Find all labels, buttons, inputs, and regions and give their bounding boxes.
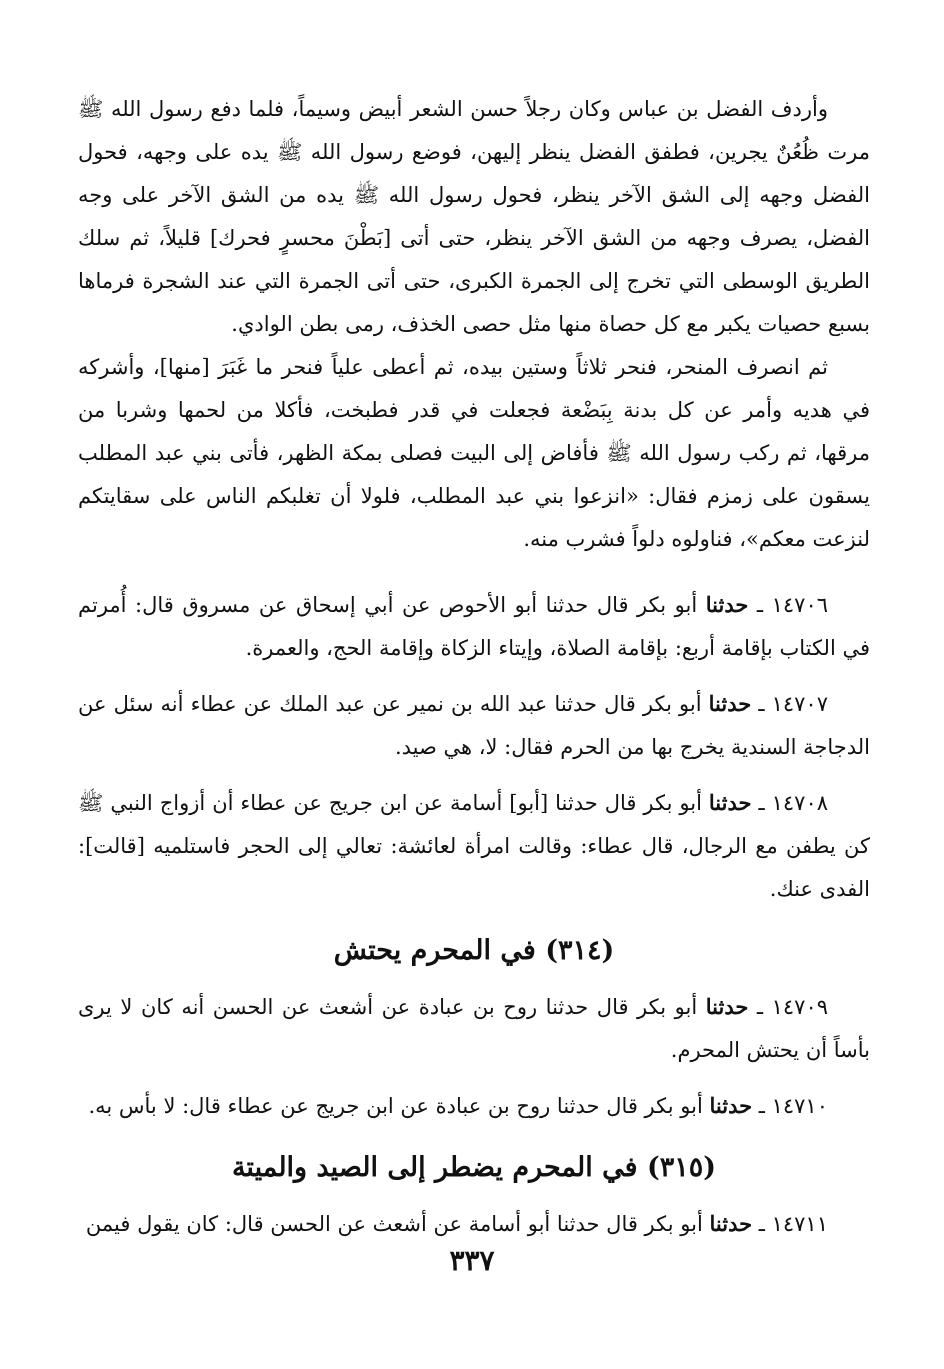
intro-paragraph-2: ثم انصرف المنحر، فنحر ثلاثاً وستين بيده، ثم أعطى علياً فنحر ما غَبَرَ [منها]، وأشركه في هديه وأمر عن كل بدنة بِبَضْعة فجعلت في قدر فطبخت، فأكلا من لحمها وشربا من مرقها، ثم ركب رسول الله ﷺ فأفاض إلى البيت فصلى بمكة الظهر، فأتى بني عبد المطلب يسقون على زمزم فقال: «انزعوا بني عبد المطلب، فلولا أن تغلبكم الناس على سقايتكم لنزعت معكم»، فناولوه دلواً فشرب منه. (78, 355, 870, 551)
page-body (78, 88, 870, 1246)
hadith-14710: ١٤٧١٠ ـ حدثنا أبو بكر قال حدثنا روح بن عبادة عن ابن جريج عن عطاء قال: لا بأس به. (88, 1093, 828, 1118)
hadith-14711: ١٤٧١١ ـ حدثنا أبو بكر قال حدثنا أبو أسامة عن أشعث عن الحسن قال: كان يقول فيمن (85, 1211, 828, 1236)
hadith-lead: حدثنا (705, 994, 749, 1019)
hadith-14706: ١٤٧٠٦ ـ حدثنا أبو بكر قال حدثنا أبو الأحوص عن أبي إسحاق عن مسروق قال: أُمرتم في الكتاب بإقامة أربع: بإقامة الصلاة، وإيتاء الزكاة وإقامة الحج، والعمرة. (78, 592, 870, 660)
hadith-text: أبو بكر قال حدثنا أبو أسامة عن أشعث عن الحسن قال: كان يقول فيمن (85, 1212, 703, 1236)
hadith-14708: ١٤٧٠٨ ـ حدثنا أبو بكر قال حدثنا [أبو] أسامة عن ابن جريج عن عطاء أن أزواج النبي ﷺ كن يطفن مع الرجال، قال عطاء: وقالت امرأة لعائشة: تعالي إلى الحجر فاستلميه [قالت]: الفدى عنك. (78, 790, 871, 901)
hadith-number: ١٤٧١٠ (771, 1094, 828, 1118)
hadith-number: ١٤٧١١ (771, 1212, 828, 1236)
hadith-number: ١٤٧٠٨ (771, 791, 829, 815)
hadith-number: ١٤٧٠٦ (771, 593, 829, 617)
section-heading-314: (٣١٤) في المحرم يحتش (333, 935, 615, 966)
hadith-14709: ١٤٧٠٩ ـ حدثنا أبو بكر قال حدثنا روح بن عبادة عن أشعث عن الحسن أنه كان لا يرى بأساً أن يحتش المحرم. (78, 994, 870, 1062)
hadith-number: ١٤٧٠٩ (771, 995, 829, 1019)
hadith-lead: حدثنا (705, 592, 749, 617)
hadith-text: أبو بكر قال حدثنا روح بن عبادة عن ابن جريج عن عطاء قال: لا بأس به. (88, 1094, 703, 1118)
hadith-number: ١٤٧٠٧ (771, 692, 828, 716)
page-number: ٣٣٧ (449, 1244, 495, 1277)
hadith-text: أبو بكر قال حدثنا عبد الله بن نمير عن عبد الملك عن عطاء أنه سئل عن الدجاجة السندية يخرج بها من الحرم فقال: لا، هي صيد. (78, 692, 870, 759)
hadith-lead: حدثنا (708, 790, 752, 815)
hadith-lead: حدثنا (709, 1211, 753, 1236)
hadith-lead: حدثنا (708, 691, 752, 716)
hadith-text: أبو بكر قال حدثنا روح بن عبادة عن أشعث عن الحسن أنه كان لا يرى بأساً أن يحتش المحرم. (78, 995, 870, 1062)
hadith-text: أبو بكر قال حدثنا [أبو] أسامة عن ابن جريج عن عطاء أن أزواج النبي ﷺ كن يطفن مع الرجال، قال عطاء: وقالت امرأة لعائشة: تعالي إلى الحجر فاستلميه [قالت]: الفدى عنك. (78, 791, 871, 901)
intro-paragraph-1: وأردف الفضل بن عباس وكان رجلاً حسن الشعر أبيض وسيماً، فلما دفع رسول الله ﷺ مرت ظُعُنٌ يجرين، فطفق الفضل ينظر إليهن، فوضع رسول الله ﷺ يده على وجهه، فحول الفضل وجهه إلى الشق الآخر ينظر، فحول رسول الله ﷺ يده من الشق الآخر على وجه الفضل، يصرف وجهه من الشق الآخر ينظر، حتى أتى [بَطْنَ محسرٍ فحرك] قليلاً، ثم سلك الطريق الوسطى التي تخرج إلى الجمرة الكبرى، حتى أتى الجمرة التي عند الشجرة فرماها بسبع حصيات يكبر مع كل حصاة منها مثل حصى الخذف، رمى بطن الوادي. (78, 97, 870, 336)
hadith-text: أبو بكر قال حدثنا أبو الأحوص عن أبي إسحاق عن مسروق قال: أُمرتم في الكتاب بإقامة أربع: بإقامة الصلاة، وإيتاء الزكاة وإقامة الحج، والعمرة. (78, 593, 870, 660)
hadith-lead: حدثنا (709, 1093, 753, 1118)
section-heading-315: (٣١٥) في المحرم يضطر إلى الصيد والميتة (231, 1152, 717, 1183)
hadith-14707: ١٤٧٠٧ ـ حدثنا أبو بكر قال حدثنا عبد الله بن نمير عن عبد الملك عن عطاء أنه سئل عن الدجاجة السندية يخرج بها من الحرم فقال: لا، هي صيد. (78, 691, 870, 759)
